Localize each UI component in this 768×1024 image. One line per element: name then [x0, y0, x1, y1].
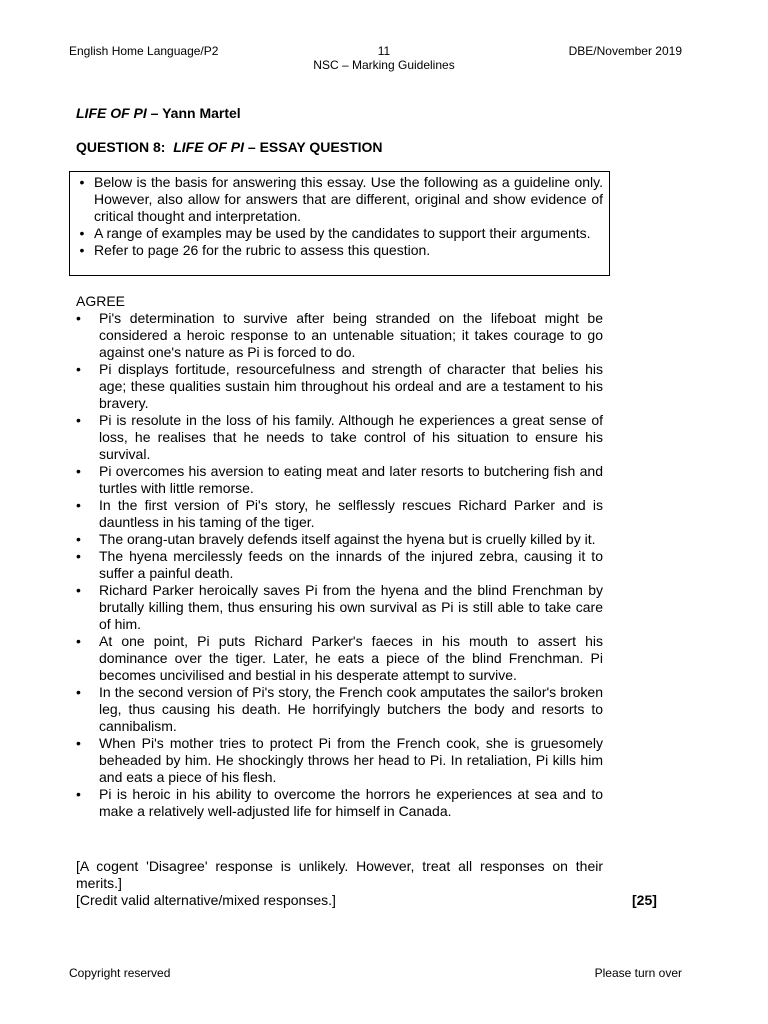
point-text: Pi overcomes his aversion to eating meat and later resorts to butchering fish and turtles with little remorse.: [99, 463, 603, 496]
footer-copyright: Copyright reserved: [69, 966, 171, 980]
point-text: Pi's determination to survive after being stranded on the lifeboat might be considered a heroic response to an untenable situation; it takes courage to go against one's nature as Pi is forced to do.: [99, 310, 603, 360]
list-item: [76, 531, 603, 548]
bullet-icon: •: [79, 242, 85, 258]
title-book: LIFE OF PI: [76, 105, 147, 121]
bullet-icon: •: [76, 735, 81, 751]
point-text: In the second version of Pi's story, the French cook amputates the sailor's broken leg, thus causing his death. He horrifyingly butchers the body and resorts to cannibalism.: [99, 684, 603, 734]
point-text: Pi is resolute in the loss of his family. Although he experiences a great sense of loss, he realises that he needs to take control of his situation to ensure his survival.: [99, 412, 603, 462]
guideline-text: Below is the basis for answering this essay. Use the following as a guideline only. However, also allow for answers that are different, original and show evidence of critical thought and interpretation.: [94, 174, 603, 224]
bullet-icon: •: [76, 497, 81, 513]
list-item: [76, 786, 603, 820]
bullet-icon: •: [76, 582, 81, 598]
question-heading: [76, 139, 383, 156]
bullet-icon: •: [76, 531, 81, 547]
point-text: The orang-utan bravely defends itself against the hyena but is cruelly killed by it.: [99, 531, 596, 547]
bullet-icon: •: [76, 463, 81, 479]
list-item: [76, 310, 603, 361]
bullet-icon: •: [76, 633, 81, 649]
point-text: Richard Parker heroically saves Pi from the hyena and the blind Frenchman by brutally killing them, thus ensuring his own survival as Pi is still able to take care of him.: [99, 582, 603, 632]
disagree-note: [A cogent 'Disagree' response is unlikely. However, treat all responses on their merits.]: [76, 858, 603, 891]
agree-heading: AGREE: [76, 293, 126, 309]
bullet-icon: •: [76, 786, 81, 802]
guideline-item: [70, 225, 603, 242]
footer-turn-over: Please turn over: [594, 966, 682, 980]
question-book: LIFE OF PI: [173, 139, 245, 155]
list-item: [76, 412, 603, 463]
list-item: [76, 684, 603, 735]
list-item: [76, 633, 603, 684]
page-number: 11: [377, 44, 391, 58]
list-item: [76, 463, 603, 497]
point-text: In the first version of Pi's story, he selflessly rescues Richard Parker and is dauntless in his taming of the tiger.: [99, 497, 603, 530]
point-text: Pi displays fortitude, resourcefulness and strength of character that belies his age; these qualities sustain him throughout his ordeal and are a testament to his bravery.: [99, 361, 603, 411]
page-title: [76, 105, 241, 122]
agree-points-list: [76, 310, 603, 820]
point-text: The hyena mercilessly feeds on the innards of the injured zebra, causing it to suffer a painful death.: [99, 548, 603, 581]
guideline-item: [70, 174, 603, 225]
bullet-icon: •: [76, 684, 81, 700]
question-suffix: – ESSAY QUESTION: [244, 139, 383, 155]
guidelines-box: [69, 171, 610, 276]
bullet-icon: •: [76, 310, 81, 326]
bullet-icon: •: [79, 225, 85, 241]
point-text: When Pi's mother tries to protect Pi from the French cook, she is gruesomely beheaded by him. He shockingly throws her head to Pi. In retaliation, Pi kills him and eats a piece of his flesh.: [99, 735, 603, 785]
point-text: Pi is heroic in his ability to overcome the horrors he experiences at sea and to make a relatively well-adjusted life for himself in Canada.: [99, 786, 603, 819]
bullet-icon: •: [79, 174, 85, 190]
header-subtitle: NSC – Marking Guidelines: [313, 58, 455, 72]
point-text: At one point, Pi puts Richard Parker's faeces in his mouth to assert his dominance over the tiger. Later, he eats a piece of the blind Frenchman. Pi becomes uncivilised and bestial in his desperate attempt to survive.: [99, 633, 603, 683]
list-item: [76, 735, 603, 786]
question-prefix: QUESTION 8:: [76, 139, 174, 155]
guideline-text: A range of examples may be used by the candidates to support their arguments.: [94, 225, 591, 241]
header-subject: English Home Language/P2: [69, 44, 219, 58]
list-item: [76, 497, 603, 531]
total-marks: [25]: [632, 892, 657, 908]
list-item: [76, 361, 603, 412]
guideline-text: Refer to page 26 for the rubric to assess this question.: [94, 242, 431, 258]
list-item: [76, 582, 603, 633]
bullet-icon: •: [76, 548, 81, 564]
bullet-icon: •: [76, 412, 81, 428]
credit-note: [Credit valid alternative/mixed responses.]: [76, 892, 336, 908]
list-item: [76, 548, 603, 582]
guideline-item: [70, 242, 603, 259]
header-date: DBE/November 2019: [568, 44, 682, 58]
title-author: – Yann Martel: [146, 105, 241, 121]
bullet-icon: •: [76, 361, 81, 377]
